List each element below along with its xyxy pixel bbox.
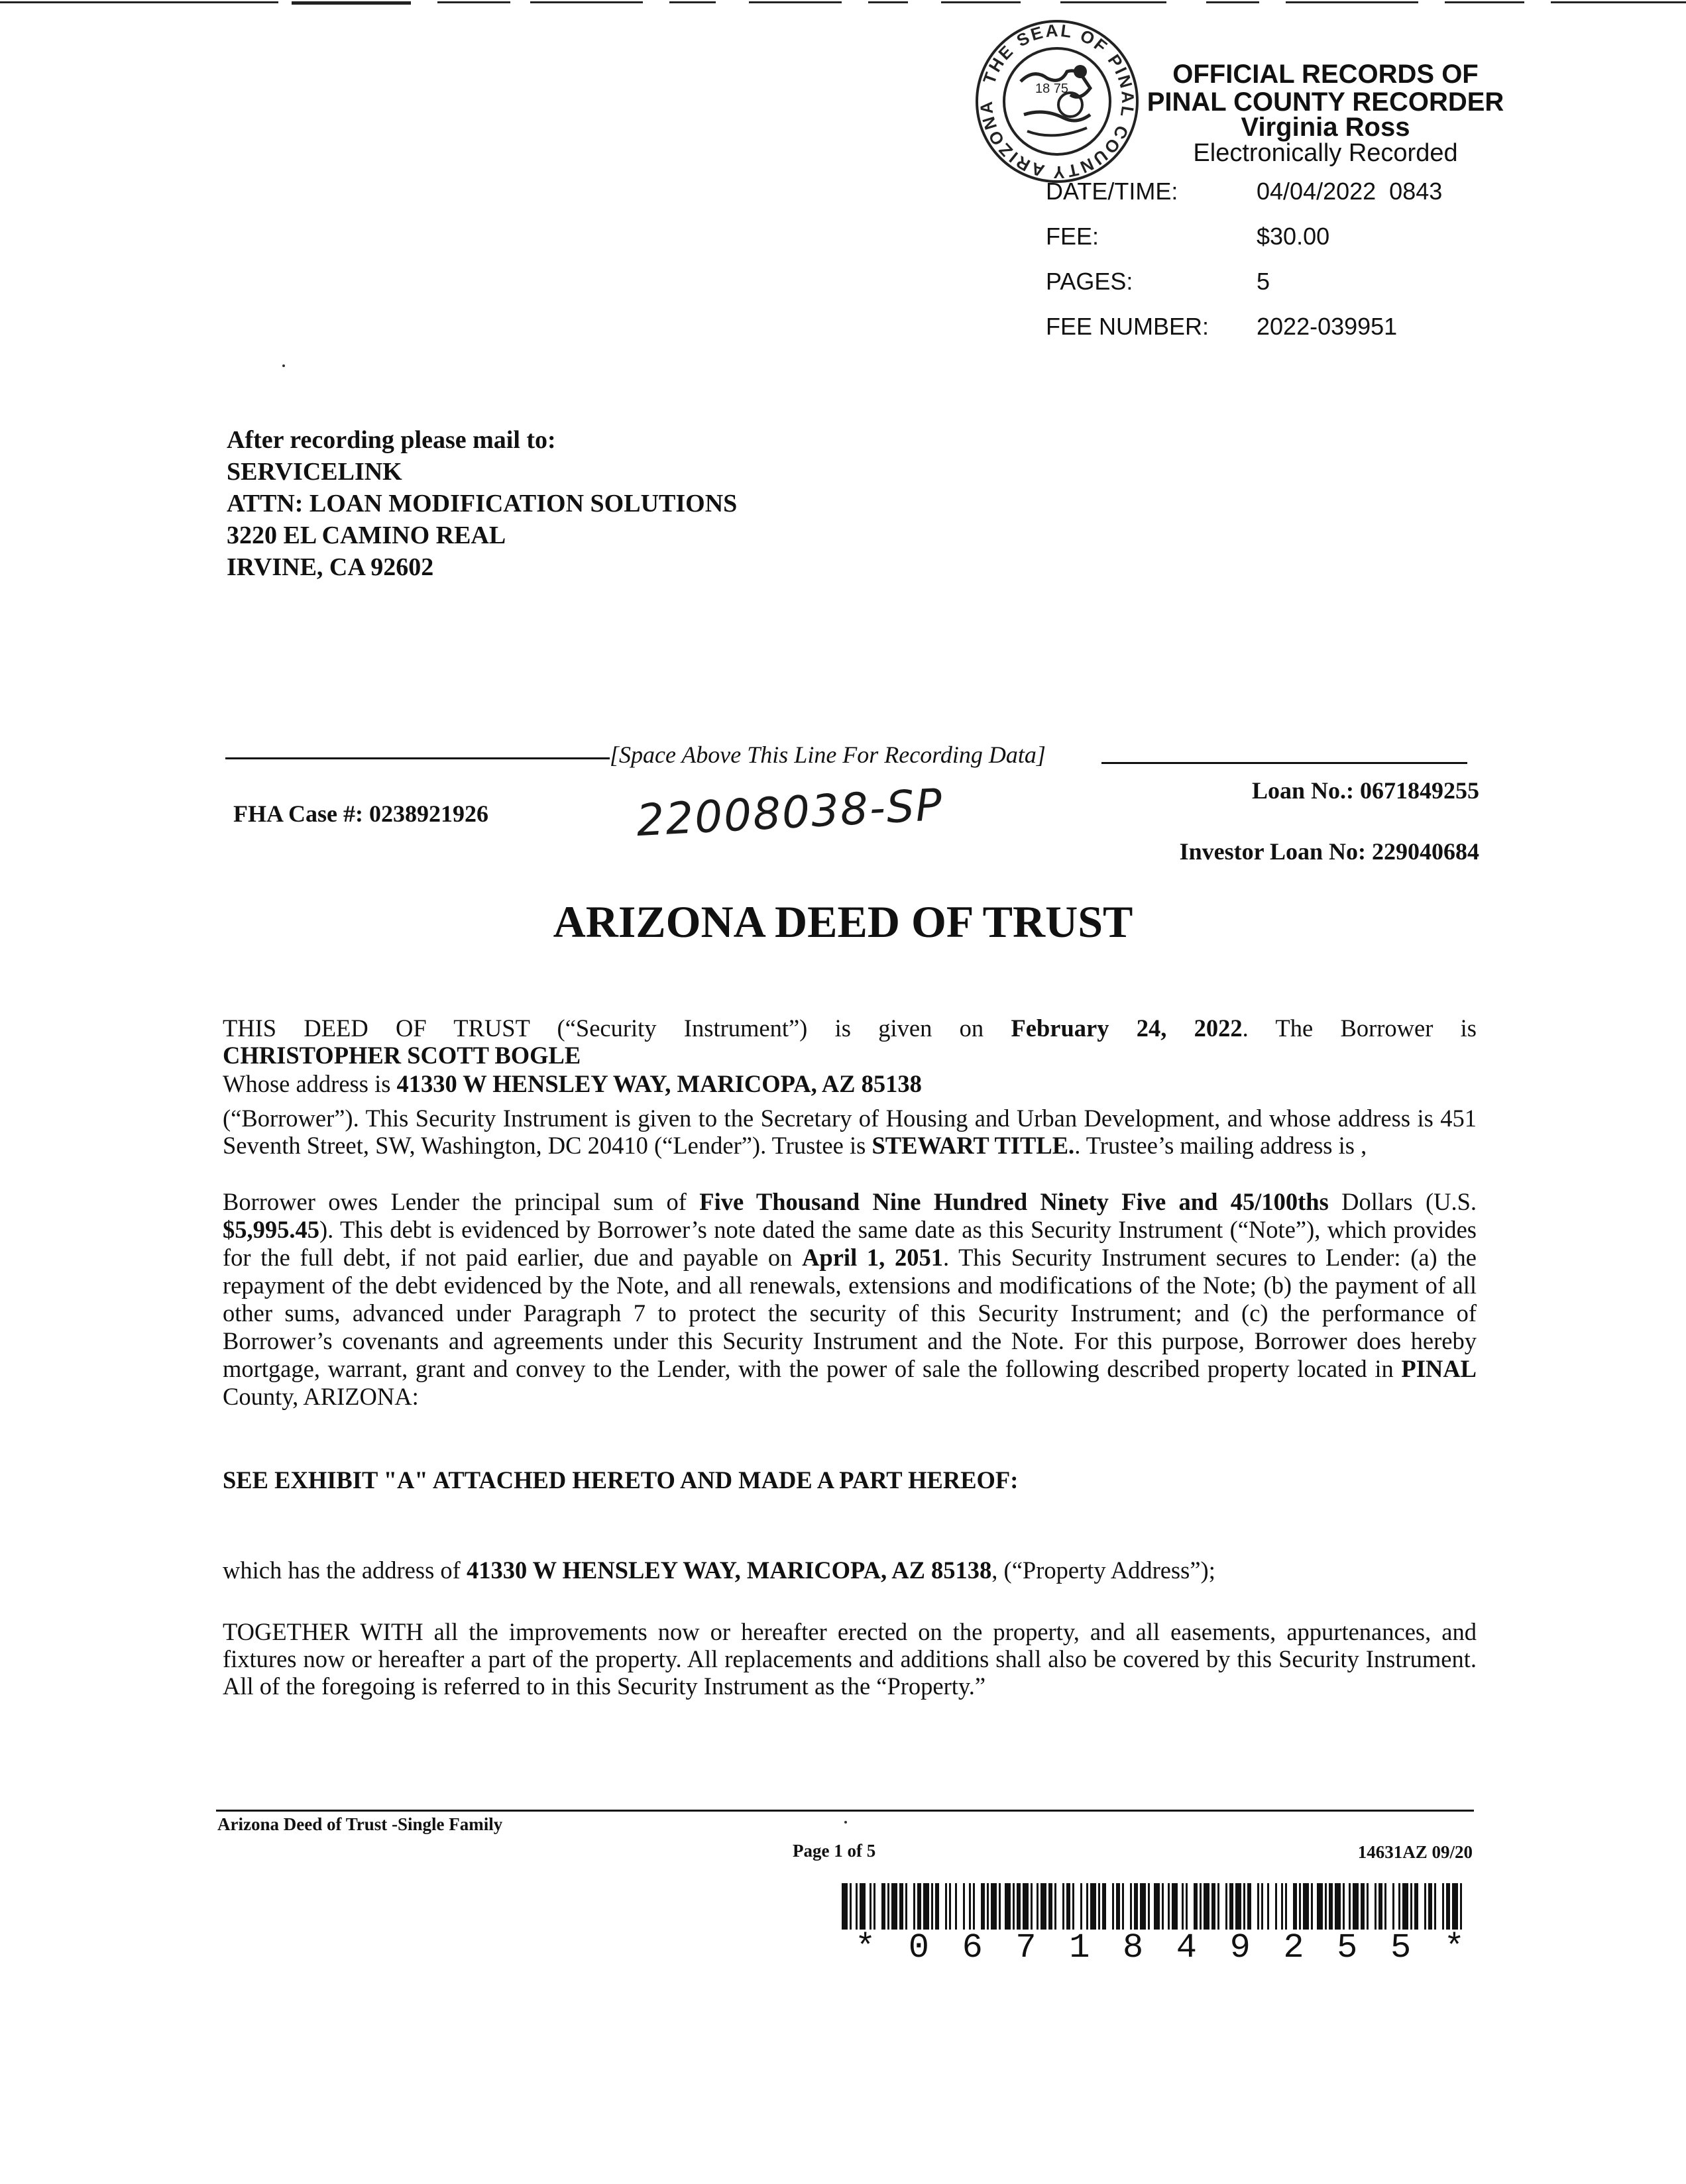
barcode-bar [1257, 1883, 1259, 1930]
barcode-bar [999, 1883, 1001, 1930]
barcode-bar [1217, 1883, 1219, 1930]
mail-to-line: SERVICELINK [227, 458, 402, 486]
barcode-bar [881, 1883, 885, 1930]
barcode-bar [1134, 1883, 1138, 1930]
barcode-bar [1410, 1883, 1412, 1930]
borrower-line [223, 1041, 1477, 1069]
intro-text: THIS DEED OF TRUST (“Security Instrument”) is given on [223, 1014, 1011, 1042]
barcode-bar [931, 1883, 933, 1930]
barcode-bar [987, 1883, 989, 1930]
barcode-digit: 4 [1176, 1928, 1197, 1967]
barcode-bar [923, 1883, 929, 1930]
barcode-bar [1162, 1883, 1164, 1930]
scan-mark [749, 1, 842, 3]
field-label: FEE NUMBER: [1046, 313, 1209, 340]
barcode-digit: 0 [908, 1928, 930, 1967]
barcode-bar [1261, 1883, 1263, 1930]
scan-mark [1286, 1, 1418, 3]
barcode-bar [969, 1883, 971, 1930]
scan-mark [0, 1, 278, 3]
scan-mark [530, 1, 643, 3]
form-code: 14631AZ 09/20 [1357, 1842, 1473, 1862]
barcode-bar [1335, 1883, 1341, 1930]
deed-body-intro [223, 1014, 1477, 1098]
seal-text: THE SEAL OF PINAL COUNTY ARIZONA [976, 20, 1139, 183]
property-suffix: , (“Property Address”); [991, 1556, 1215, 1584]
address-line [223, 1069, 1477, 1098]
barcode-bar [1172, 1883, 1178, 1930]
barcode-bar [1182, 1883, 1184, 1930]
barcode-bar [1116, 1883, 1120, 1930]
barcode-bar [1329, 1883, 1333, 1930]
principal-amount: $5,995.45 [223, 1216, 319, 1243]
barcode-bar [917, 1883, 921, 1930]
barcode-bar [1154, 1883, 1160, 1930]
barcode-bar [1017, 1883, 1021, 1930]
fha-case-number: FHA Case #: 0238921926 [233, 800, 488, 827]
intro-line [223, 1014, 1477, 1042]
property-address-paragraph [223, 1556, 1215, 1584]
barcode-bar [850, 1883, 852, 1930]
barcode-bar [1402, 1883, 1408, 1930]
note-text: ). This debt is evidenced by Borrower’s note dated the same date as this Security Instrument (“Note”), which provides for the full debt, if not paid earlier, due and payable on [223, 1216, 1477, 1271]
barcode-bar [1086, 1883, 1088, 1930]
barcode-bar [1293, 1883, 1297, 1930]
principal-words: Five Thousand Nine Hundred Ninety Five and 45/100ths [699, 1188, 1329, 1215]
barcode-bar [1072, 1883, 1074, 1930]
barcode-bar [1398, 1883, 1400, 1930]
barcode-bar [973, 1883, 975, 1930]
principal-intro: Borrower owes Lender the principal sum of [223, 1188, 700, 1215]
barcode-bar [1414, 1883, 1418, 1930]
scan-mark [292, 1, 411, 5]
barcode-bar [1299, 1883, 1301, 1930]
barcode-bar [1343, 1883, 1345, 1930]
barcode-bar [1285, 1883, 1287, 1930]
scan-mark [437, 1, 510, 3]
barcode-digit: * [1443, 1928, 1465, 1967]
barcode-bar [1112, 1883, 1114, 1930]
field-value: 04/04/2022 0843 [1257, 178, 1443, 205]
barcode-bar [1168, 1883, 1170, 1930]
field-label: PAGES: [1046, 268, 1133, 295]
trustee-address-text: . Trustee’s mailing address is , [1074, 1132, 1367, 1159]
recording-divider-right [1101, 762, 1467, 764]
barcode-bar [1317, 1883, 1323, 1930]
barcode-bar [1054, 1883, 1056, 1930]
page-number: Page 1 of 5 [793, 1841, 876, 1861]
recorder-name: Virginia Ross [1241, 113, 1410, 142]
scan-mark [941, 1, 1021, 3]
barcode-bar [842, 1883, 848, 1930]
barcode-bar [1080, 1883, 1082, 1930]
barcode-bar [935, 1883, 939, 1930]
barcode-bar [1130, 1883, 1132, 1930]
barcode-bar [891, 1883, 897, 1930]
barcode-bar [1311, 1883, 1313, 1930]
recording-line-label: [Space Above This Line For Recording Data] [610, 741, 1046, 768]
barcode-bar [1005, 1883, 1011, 1930]
barcode-bar [1048, 1883, 1052, 1930]
barcode-bar [1037, 1883, 1039, 1930]
borrower-intro: . The Borrower is [1242, 1014, 1477, 1042]
mail-to-heading: After recording please mail to: [227, 426, 556, 454]
property-intro: which has the address of [223, 1556, 467, 1584]
document-title: ARIZONA DEED OF TRUST [553, 897, 1133, 947]
barcode-bar [1235, 1883, 1241, 1930]
recording-divider-left [225, 757, 610, 759]
field-value: 2022-039951 [1257, 313, 1398, 340]
barcode-bar [1434, 1883, 1436, 1930]
barcode-bar [1452, 1883, 1458, 1930]
investor-loan-number: Investor Loan No: 229040684 [1179, 838, 1479, 865]
scan-mark [1060, 1, 1166, 3]
dollars-text: Dollars (U.S. [1328, 1188, 1477, 1215]
barcode-bar [1200, 1883, 1202, 1930]
property-address: 41330 W HENSLEY WAY, MARICOPA, AZ 85138 [466, 1556, 992, 1584]
barcode-digit: 1 [1069, 1928, 1090, 1967]
exhibit-reference: SEE EXHIBIT "A" ATTACHED HERETO AND MADE A PART HEREOF: [223, 1466, 1019, 1494]
barcode-bar [1102, 1883, 1106, 1930]
barcode-digit: 8 [1122, 1928, 1144, 1967]
field-value: $30.00 [1257, 223, 1330, 250]
barcode-bar [1243, 1883, 1245, 1930]
mail-to-block [227, 424, 737, 583]
svg-text:THE SEAL OF PINAL COUNTY ARIZO [976, 21, 1139, 183]
barcode-digit: 9 [1229, 1928, 1251, 1967]
barcode-bar [1040, 1883, 1046, 1930]
barcode-bar [1031, 1883, 1033, 1930]
barcode-bar [963, 1883, 965, 1930]
barcode-bar [991, 1883, 997, 1930]
loan-number: Loan No.: 0671849255 [1251, 777, 1479, 804]
borrower-address: 41330 W HENSLEY WAY, MARICOPA, AZ 85138 [396, 1070, 922, 1097]
barcode-bar [905, 1883, 907, 1930]
barcode-bar [1229, 1883, 1233, 1930]
barcode-bar [1098, 1883, 1100, 1930]
lender-text: (“Borrower”). This Security Instrument is given to the Secretary of Housing and Urban Development, and whose address is 451 Seventh Street, SW, Washington, DC 20410 (“Lender”). Trustee is [223, 1105, 1477, 1159]
barcode-bar [1140, 1883, 1146, 1930]
scan-speck [844, 1821, 847, 1824]
barcode-bar [1204, 1883, 1209, 1930]
barcode-bar [945, 1883, 947, 1930]
barcode-digit: 6 [962, 1928, 983, 1967]
barcode-bar [981, 1883, 985, 1930]
footer-divider [216, 1810, 1474, 1812]
mail-to-line: 3220 EL CAMINO REAL [227, 521, 506, 549]
barcode-bar [1384, 1883, 1386, 1930]
trustee-name: STEWART TITLE. [871, 1132, 1075, 1159]
barcode-bar [1281, 1883, 1283, 1930]
scan-mark [1445, 1, 1524, 3]
barcode-digit: 7 [1015, 1928, 1037, 1967]
recording-method: Electronically Recorded [1193, 139, 1458, 167]
barcode-bar [1325, 1883, 1327, 1930]
recorder-title-line1: OFFICIAL RECORDS OF [1172, 60, 1479, 89]
barcode-bar [1023, 1883, 1029, 1930]
barcode-bar [1367, 1883, 1369, 1930]
secures-text: . This Security Instrument secures to Lender: (a) the repayment of the debt evidenced by the Note, and all renewals, extensions and modifications of the Note; (b) the payment of all other sums, advanced under Paragraph 7 to protect the security of this Security Instrument; and (c) the performance of Borrower’s covenants and agreements under this Security Instrument and the Note. For this purpose, Borrower does hereby mortgage, warrant, grant and convey to the Lender, with the power of sale the following described property located in [223, 1244, 1477, 1382]
scan-mark [1551, 1, 1686, 3]
barcode-bar [1267, 1883, 1269, 1930]
scan-speck [282, 364, 285, 367]
barcode-bar [1186, 1883, 1188, 1930]
barcode-bar [1148, 1883, 1150, 1930]
county-name: PINAL [1401, 1355, 1477, 1382]
barcode-bar [1303, 1883, 1309, 1930]
barcode-bar [870, 1883, 871, 1930]
barcode-digit: 5 [1390, 1928, 1412, 1967]
field-label: DATE/TIME: [1046, 178, 1178, 205]
barcode-bar [1122, 1883, 1124, 1930]
barcode-bar [1225, 1883, 1227, 1930]
barcode-bar [1392, 1883, 1394, 1930]
barcode-digits [855, 1928, 1465, 1967]
principal-paragraph [223, 1188, 1477, 1411]
seal-years: 18 75 [1035, 82, 1069, 96]
barcode-bar [1211, 1883, 1215, 1930]
barcode-bar [1275, 1883, 1277, 1930]
scan-mark [868, 1, 908, 3]
recorder-title-line2: PINAL COUNTY RECORDER [1147, 87, 1504, 117]
barcode-bar [1361, 1883, 1365, 1930]
barcode-bar [1428, 1883, 1432, 1930]
barcode-bar [1442, 1883, 1444, 1930]
barcode-digit: 2 [1283, 1928, 1304, 1967]
barcode-bar [1378, 1883, 1382, 1930]
form-name: Arizona Deed of Trust -Single Family [217, 1814, 503, 1834]
scan-mark [669, 1, 716, 3]
barcode [842, 1883, 1465, 1930]
barcode-bar [1247, 1883, 1251, 1930]
address-intro: Whose address is [223, 1070, 397, 1097]
county-state-text: County, ARIZONA: [223, 1383, 419, 1410]
handwritten-file-number: 22008038-SP [635, 779, 945, 847]
lender-trustee-paragraph [223, 1105, 1477, 1159]
barcode-bar [913, 1883, 915, 1930]
field-label: FEE: [1046, 223, 1099, 250]
barcode-bar [860, 1883, 866, 1930]
borrower-name: CHRISTOPHER SCOTT BOGLE [223, 1042, 581, 1069]
barcode-bar [1460, 1883, 1462, 1930]
barcode-digit: * [855, 1928, 876, 1967]
field-value: 5 [1257, 268, 1270, 295]
county-seal [974, 19, 1140, 184]
mail-to-line: ATTN: LOAN MODIFICATION SOLUTIONS [227, 490, 738, 518]
barcode-bar [899, 1883, 903, 1930]
mail-to-line: IRVINE, CA 92602 [227, 553, 434, 581]
barcode-bar [955, 1883, 957, 1930]
together-with-paragraph: TOGETHER WITH all the improvements now or hereafter erected on the property, and all easements, appurtenances, and fixtures now or hereafter a part of the property. All replacements and additions shall also be covered by this Security Instrument. All of the foregoing is referred to in this Security Instrument as the “Property.” [223, 1618, 1477, 1700]
deed-date: February 24, 2022 [1011, 1014, 1243, 1042]
maturity-date: April 1, 2051 [802, 1244, 943, 1271]
barcode-bar [873, 1883, 875, 1930]
barcode-bar [1066, 1883, 1070, 1930]
barcode-bar [1062, 1883, 1064, 1930]
barcode-bar [856, 1883, 858, 1930]
barcode-bar [1013, 1883, 1015, 1930]
barcode-bar [1090, 1883, 1096, 1930]
barcode-bar [1446, 1883, 1450, 1930]
barcode-bar [1375, 1883, 1377, 1930]
scan-mark [1206, 1, 1259, 3]
barcode-bar [1424, 1883, 1426, 1930]
barcode-bar [949, 1883, 951, 1930]
barcode-bar [1353, 1883, 1359, 1930]
barcode-bar [887, 1883, 889, 1930]
barcode-bar [1194, 1883, 1198, 1930]
barcode-digit: 5 [1337, 1928, 1358, 1967]
barcode-bar [1349, 1883, 1351, 1930]
